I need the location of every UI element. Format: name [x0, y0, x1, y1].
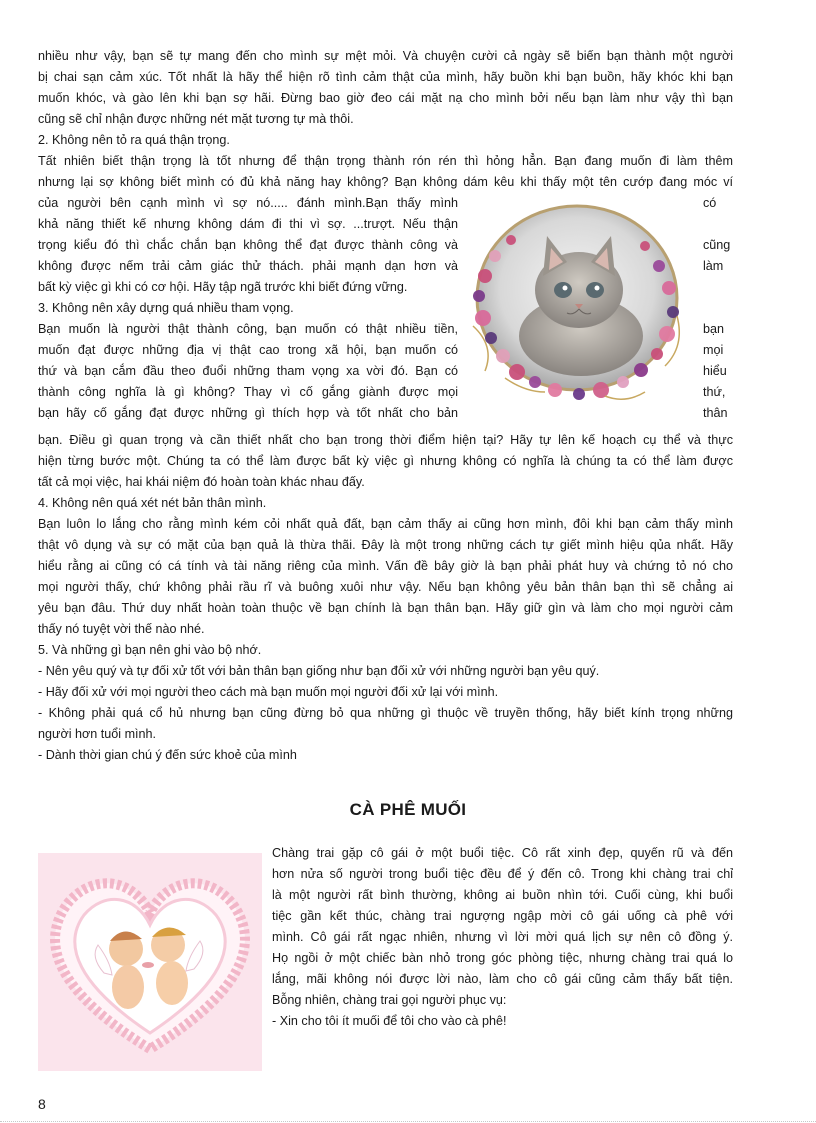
story-line: tiệc gần kết thúc, chàng trai ngượng ngập mời cô gái uống cà phê với: [272, 909, 733, 923]
section-heading: 5. Và những gì bạn nên ghi vào bộ nhớ.: [38, 643, 262, 657]
wrap-line: trọng kiểu đó thì chắc chắn bạn không thể đạt được thành công và: [38, 238, 458, 252]
kitten-wreath-image: [455, 196, 699, 406]
story-line: mình. Cô gái rất ngạc nhiên, nhưng vì lời mời quá lịch sự nên cô đồng ý.: [272, 930, 733, 944]
wrap-line: khả năng thiết kế nhưng không dám đi thi vì sợ. ...trượt. Nếu thận: [38, 217, 458, 231]
wrap-line: muốn đạt được những địa vị thật cao trong xã hội, bạn muốn có: [38, 343, 458, 357]
body-line: tất cả mọi việc, hai khái niệm đó hoàn toàn khác nhau đấy.: [38, 475, 365, 489]
story-line: - Xin cho tôi ít muối để tôi cho vào cà phê!: [272, 1014, 507, 1028]
section-heading: 2. Không nên tỏ ra quá thận trọng.: [38, 133, 230, 147]
section-heading: 3. Không nên xây dựng quá nhiều tham vọng.: [38, 301, 294, 315]
wrap-line-end: thân: [703, 406, 728, 420]
wrap-line-end: làm: [703, 259, 724, 273]
wrap-line: thành công nghĩa là gì không? Thay vì cố gắng giành được mọi: [38, 385, 458, 399]
body-line: thật vô dụng và sự có mặt của bạn quả là thừa thãi. Đây là một trong những cách tự giết mình hiệu qủa nhất. Hãy: [38, 538, 733, 552]
footer-divider: [0, 1121, 816, 1122]
list-item: - Dành thời gian chú ý đến sức khoẻ của mình: [38, 748, 297, 762]
list-item: - Nên yêu quý và tự đối xử tốt với bản thân bạn giống như bạn đối xử với những người bạn yêu quý.: [38, 664, 600, 678]
wrap-line-end: cũng: [703, 238, 731, 252]
section-heading: 4. Không nên quá xét nét bản thân mình.: [38, 496, 267, 510]
body-line: Tất nhiên biết thận trọng là tốt nhưng để thận trọng thành rón rén thì hỏng hẳn. Bạn đang muốn đi làm thêm: [38, 154, 733, 168]
wrap-line: thứ và bạn cắm đầu theo đuổi những tham vọng xa vời đó. Bạn có: [38, 364, 458, 378]
wrap-line-end: mọi: [703, 343, 724, 357]
body-line: bạn. Điều gì quan trọng và cần thiết nhất cho bạn trong thời điểm hiện tại? Hãy tự lên kế hoạch cụ thể và thực: [38, 433, 733, 447]
wrap-line-end: có: [703, 196, 717, 210]
page-number: 8: [38, 1096, 46, 1112]
wrap-line: của người bên cạnh mình vì sợ nó..... đánh mình.Bạn thấy mình: [38, 196, 458, 210]
body-line: Bạn luôn lo lắng cho rằng mình kém cỏi nhất quả đất, bạn cảm thấy ai cũng hơn mình, đôi khi bạn cảm thấy mình: [38, 517, 733, 531]
story-title: CÀ PHÊ MUỐI: [349, 800, 467, 819]
angels-heart-image: [38, 853, 262, 1071]
body-line: hiểu rằng ai cũng có cá tính và tài năng riêng của mình. Vấn đề bây giờ là bạn phải phát huy và chứng tỏ nó cho: [38, 559, 733, 573]
body-line: nhưng lại sợ không biết mình có đủ khả năng hay không? Bạn không dám kêu khi thấy một tên cướp đang móc ví: [38, 175, 733, 189]
wrap-line-end: hiểu: [703, 364, 727, 378]
story-line: Họ ngồi ở một chiếc bàn nhỏ trong góc phòng tiệc, nhưng chàng trai quá lo: [272, 951, 733, 965]
body-line: hiện từng bước một. Chúng ta có thể làm được bất kỳ việc gì nhưng không có nghĩa là chúng ta có thể làm được: [38, 454, 733, 468]
body-line: nhiều như vậy, bạn sẽ tự mang đến cho mình sự mệt mỏi. Và chuyện cười cả ngày sẽ biến bạn thành một người: [38, 49, 733, 63]
wrap-line: Bạn muốn là người thật thành công, bạn muốn có thật nhiều tiền,: [38, 322, 458, 336]
body-line: cũng sẽ chỉ nhận được những nét mặt tương tự mà thôi.: [38, 112, 354, 126]
wrap-line-end: bạn: [703, 322, 725, 336]
story-line: Chàng trai gặp cô gái ở một buổi tiệc. Cô rất xinh đẹp, quyến rũ và đến: [272, 846, 733, 860]
body-line: bị chai sạn cảm xúc. Tốt nhất là hãy thể hiện rõ tình cảm thật của mình, hãy buồn khi bạn buồn, hãy khóc khi bạn: [38, 70, 733, 84]
wrap-line: bạn hãy cố gắng đạt được những gì thích hợp và tốt nhất cho bản: [38, 406, 458, 420]
body-line: yêu bạn đâu. Thứ duy nhất hoàn toàn thuộc về bạn chính là bạn thân bạn. Hãy giữ gìn và làm cho mọi người cảm: [38, 601, 733, 615]
story-line: lắng, mãi không nói được lời nào, làm cho cô gái cũng cảm thấy bất tiện.: [272, 972, 733, 986]
wrap-line: không được nếm trải cảm giác thử thách. phải mạnh dạn hơn và: [38, 259, 458, 273]
list-item: - Không phải quá cổ hủ nhưng bạn cũng đừng bỏ qua những gì thuộc về truyền thống, hãy biết kính trọng những: [38, 706, 733, 720]
body-line: mọi người thấy, chứ không phải rầu rĩ và buông xuôi như vậy. Nếu bạn không yêu bản thân bạn thì sẽ chẳng ai: [38, 580, 733, 594]
list-item: - Hãy đối xử với mọi người theo cách mà bạn muốn mọi người đối xử lại với mình.: [38, 685, 499, 699]
body-line: thấy nó tuyệt vời thế nào nhé.: [38, 622, 205, 636]
list-item: người hơn tuổi mình.: [38, 727, 157, 741]
story-line: hơn nửa số người trong buổi tiệc đều để ý đến cô. Trong khi chàng trai chỉ: [272, 867, 733, 881]
body-line: muốn khóc, và gào lên khi bạn sợ hãi. Đừng bao giờ đeo cái mặt nạ cho mình bởi nếu bạn làm như vậy thì bạn: [38, 91, 733, 105]
wrap-line: bất kỳ việc gì khi có cơ hội. Hãy tập ngã trước khi biết đứng vững.: [38, 280, 408, 294]
story-line: Bỗng nhiên, chàng trai gọi người phục vụ:: [272, 993, 507, 1007]
story-line: là một người rất bình thường, không ai buồn nhìn tới. Cuối cùng, khi buổi: [272, 888, 733, 902]
wrap-line-end: thứ,: [703, 385, 726, 399]
